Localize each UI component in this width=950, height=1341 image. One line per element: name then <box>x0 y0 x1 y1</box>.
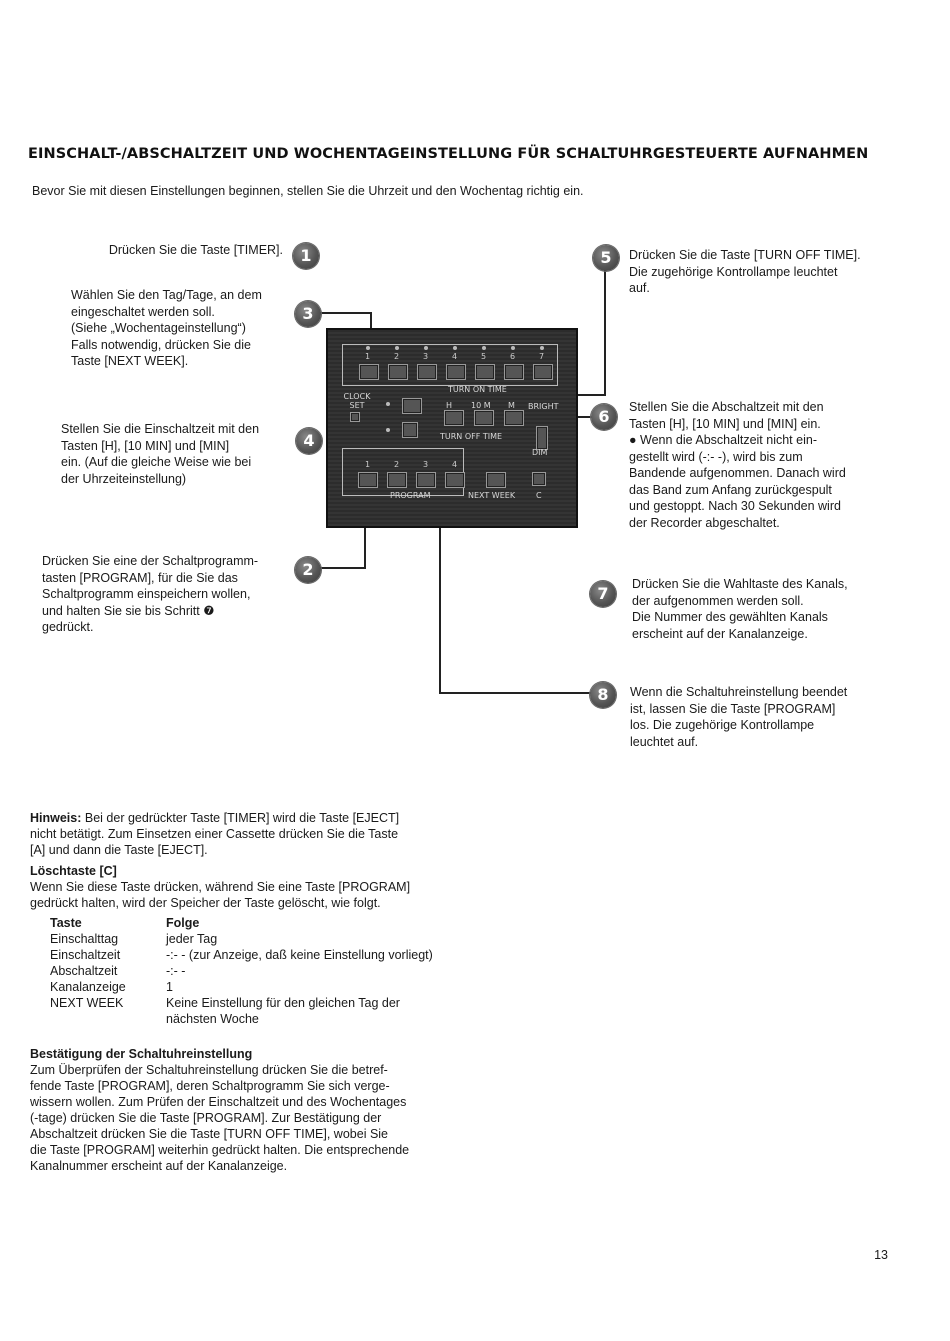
day-lamp <box>511 346 515 350</box>
day-number: 4 <box>452 352 458 361</box>
table-cell: Einschaltzeit <box>50 948 121 962</box>
clear-c-label: C <box>536 491 542 500</box>
bestaetigung-line: (-tage) drücken Sie die Taste [PROGRAM]. Zur Bestätigung der <box>30 1111 382 1125</box>
step-2-line: gedrückt. <box>42 620 94 634</box>
bestaetigung-line: Kanalnummer erscheint auf der Kanalanzeige. <box>30 1159 288 1173</box>
step-3-line: Falls notwendig, drücken Sie die <box>71 337 251 352</box>
step-4-line: Tasten [H], [10 MIN] und [MIN] <box>61 438 230 453</box>
table-row <box>50 931 433 947</box>
program-label: PROGRAM <box>390 491 431 500</box>
day-number: 7 <box>539 352 545 361</box>
bestaetigung-line: wissern wollen. Zum Prüfen der Einschaltzeit und des Wochentages <box>30 1095 407 1109</box>
ten-min-button[interactable] <box>474 410 494 426</box>
hinweis-note <box>30 810 460 858</box>
table-cell: NEXT WEEK <box>50 996 124 1010</box>
loeschtaste-section <box>30 863 470 911</box>
step-4-line: ein. (Auf die gleiche Weise wie bei <box>61 455 252 469</box>
table-header-taste: Taste <box>50 916 82 930</box>
timer-button[interactable] <box>402 398 422 414</box>
table-row <box>50 1011 433 1027</box>
step-6-line: Stellen Sie die Abschaltzeit mit den <box>629 400 824 414</box>
dim-label: DIM <box>532 448 548 457</box>
program-number: 2 <box>394 460 400 469</box>
connector-line <box>320 567 366 569</box>
step-8-text <box>630 684 847 750</box>
day-number: 6 <box>510 352 516 361</box>
day-button-6[interactable] <box>504 364 524 380</box>
table-cell: -:- - (zur Anzeige, daß keine Einstellung vorliegt) <box>166 948 433 962</box>
program-number: 4 <box>452 460 458 469</box>
day-number: 2 <box>394 352 400 361</box>
day-number: 1 <box>365 352 371 361</box>
day-number: 5 <box>481 352 487 361</box>
table-cell <box>50 1011 166 1027</box>
page-title: EINSCHALT-/ABSCHALTZEIT UND WOCHENTAGEINSTELLUNG FÜR SCHALTUHRGESTEUERTE AUFNAHMEN <box>28 146 869 162</box>
day-lamp <box>424 346 428 350</box>
turn-on-time-label: TURN ON TIME <box>448 385 507 394</box>
step-7-line: erscheint auf der Kanalanzeige. <box>632 626 808 641</box>
step-6-line: das Band zum Anfang zurückgespult <box>629 482 832 497</box>
bestaetigung-line: die Taste [PROGRAM] weiterhin gedrückt halten. Die entsprechende <box>30 1143 410 1157</box>
next-week-label: NEXT WEEK <box>468 491 516 500</box>
day-number: 3 <box>423 352 429 361</box>
hour-button[interactable] <box>444 410 464 426</box>
next-week-button[interactable] <box>486 472 506 488</box>
hinweis-line: nicht betätigt. Zum Einsetzen einer Cassette drücken Sie die Taste <box>30 827 399 841</box>
step-4-line: Stellen Sie die Einschaltzeit mit den <box>61 422 260 436</box>
program-button-3[interactable] <box>416 472 436 488</box>
clear-c-button[interactable] <box>532 472 546 486</box>
bestaetigung-line: Abschaltzeit drücken Sie die Taste [TURN OFF TIME], wobei Sie <box>30 1127 389 1141</box>
step-5-badge: 5 <box>593 245 619 271</box>
day-lamp <box>540 346 544 350</box>
clock-set-button[interactable] <box>350 412 360 422</box>
loeschtaste-heading: Löschtaste [C] <box>30 864 117 878</box>
step-7-line: Die Nummer des gewählten Kanals <box>632 610 828 624</box>
timer-lamp <box>386 402 390 406</box>
program-number: 3 <box>423 460 429 469</box>
table-cell: Kanalanzeige <box>50 980 126 994</box>
ten-min-label: 10 M <box>471 401 491 410</box>
step-8-badge: 8 <box>590 682 616 708</box>
program-button-2[interactable] <box>387 472 407 488</box>
step-8-line: leuchtet auf. <box>630 734 699 749</box>
connector-line <box>439 500 441 694</box>
day-lamp <box>366 346 370 350</box>
hinweis-line: Bei der gedrückter Taste [TIMER] wird die Taste [EJECT] <box>81 811 400 825</box>
program-button-4[interactable] <box>445 472 465 488</box>
step-6-line: und gestoppt. Nach 30 Sekunden wird <box>629 499 841 513</box>
step-5-text <box>629 247 861 297</box>
page-number: 13 <box>874 1248 888 1262</box>
step-3-line: (Siehe „Wochentageinstellung“) <box>71 321 246 335</box>
step-7-text <box>632 576 848 642</box>
step-2-badge: 2 <box>295 557 321 583</box>
bestaetigung-line: fende Taste [PROGRAM], deren Schaltprogramm Sie sich verge- <box>30 1079 390 1093</box>
min-button[interactable] <box>504 410 524 426</box>
step-2-line: tasten [PROGRAM], für die Sie das <box>42 570 238 585</box>
loeschtaste-line: Wenn Sie diese Taste drücken, während Sie eine Taste [PROGRAM] <box>30 880 411 894</box>
loeschtaste-table <box>50 915 433 1027</box>
step-7-badge: 7 <box>590 581 616 607</box>
table-row <box>50 947 433 963</box>
table-cell: Keine Einstellung für den gleichen Tag der <box>166 996 400 1010</box>
step-1-line: Drücken Sie die Taste [TIMER]. <box>108 243 283 257</box>
turn-off-time-label: TURN OFF TIME <box>440 432 503 441</box>
hinweis-label: Hinweis: <box>30 811 82 825</box>
day-button-2[interactable] <box>388 364 408 380</box>
step-6-line: Tasten [H], [10 MIN] und [MIN] ein. <box>629 416 821 431</box>
step-3-line: eingeschaltet werden soll. <box>71 304 215 319</box>
table-row <box>50 963 433 979</box>
intro-text: Bevor Sie mit diesen Einstellungen beginnen, stellen Sie die Uhrzeit und den Wochentag richtig ein. <box>32 184 584 198</box>
step-6-badge: 6 <box>591 404 617 430</box>
step-6-text <box>629 399 846 531</box>
step-1-text <box>109 242 283 259</box>
step-2-line: Drücken Sie eine der Schaltprogramm- <box>42 554 259 568</box>
step-6-line: ● Wenn die Abschaltzeit nicht ein- <box>629 433 817 447</box>
program-button-1[interactable] <box>358 472 378 488</box>
min-label: M <box>508 401 515 410</box>
step-3-line: Wählen Sie den Tag/Tage, an dem <box>71 288 262 302</box>
step-5-line: Die zugehörige Kontrollampe leuchtet <box>629 264 838 279</box>
day-button-4[interactable] <box>446 364 466 380</box>
step-2-line: und halten Sie sie bis Schritt ❼ <box>42 603 215 618</box>
connector-line <box>604 268 606 396</box>
loeschtaste-line: gedrückt halten, wird der Speicher der Taste gelöscht, wie folgt. <box>30 896 381 910</box>
table-cell: -:- - <box>166 964 186 978</box>
step-5-line: Drücken Sie die Taste [TURN OFF TIME]. <box>629 248 861 262</box>
day-lamp <box>482 346 486 350</box>
step-6-line: gestellt wird (-:- -), wird bis zum <box>629 449 803 464</box>
table-cell: Einschalttag <box>50 932 119 946</box>
step-6-line: Bandende aufgenommen. Danach wird <box>629 466 846 480</box>
connector-line <box>320 312 372 314</box>
day-button-3[interactable] <box>417 364 437 380</box>
step-8-line: Wenn die Schaltuhreinstellung beendet <box>630 685 848 699</box>
step-5-line: auf. <box>629 281 650 295</box>
bestaetigung-line: Zum Überprüfen der Schaltuhreinstellung drücken Sie die betref- <box>30 1063 388 1077</box>
step-7-line: Drücken Sie die Wahltaste des Kanals, <box>632 577 848 591</box>
step-6-line: der Recorder abgeschaltet. <box>629 515 780 530</box>
hinweis-line: [A] und dann die Taste [EJECT]. <box>30 843 208 857</box>
day-lamp <box>395 346 399 350</box>
hour-label: H <box>446 401 453 410</box>
bestaetigung-section <box>30 1046 450 1174</box>
step-3-badge: 3 <box>295 301 321 327</box>
step-8-line: los. Die zugehörige Kontrollampe <box>630 718 815 732</box>
table-row <box>50 979 433 995</box>
bright-label: BRIGHT <box>528 402 559 411</box>
step-1-badge: 1 <box>293 243 319 269</box>
program-number: 1 <box>365 460 371 469</box>
turn-off-lamp <box>386 428 390 432</box>
step-7-line: der aufgenommen werden soll. <box>632 593 804 608</box>
step-3-line: Taste [NEXT WEEK]. <box>71 354 189 368</box>
table-cell: jeder Tag <box>166 932 218 946</box>
step-8-line: ist, lassen Sie die Taste [PROGRAM] <box>630 701 836 716</box>
table-cell: 1 <box>166 980 173 994</box>
step-4-text <box>61 421 259 487</box>
table-header-folge: Folge <box>166 916 200 930</box>
table-row <box>50 995 433 1011</box>
bestaetigung-heading: Bestätigung der Schaltuhreinstellung <box>30 1047 253 1061</box>
table-cell: nächsten Woche <box>166 1012 259 1026</box>
step-4-badge: 4 <box>296 428 322 454</box>
connector-line <box>439 692 591 694</box>
day-lamp <box>453 346 457 350</box>
day-button-7[interactable] <box>533 364 553 380</box>
step-4-line: der Uhrzeiteinstellung) <box>61 471 187 486</box>
table-cell: Abschaltzeit <box>50 964 118 978</box>
turn-off-time-button[interactable] <box>402 422 418 438</box>
dimmer-switch[interactable] <box>536 426 548 450</box>
day-button-5[interactable] <box>475 364 495 380</box>
control-panel-illustration <box>326 328 578 528</box>
step-2-text <box>42 553 258 636</box>
step-3-text <box>71 287 262 370</box>
day-button-1[interactable] <box>359 364 379 380</box>
step-2-line: Schaltprogramm einspeichern wollen, <box>42 587 251 601</box>
clock-set-label: CLOCK SET <box>343 392 371 410</box>
